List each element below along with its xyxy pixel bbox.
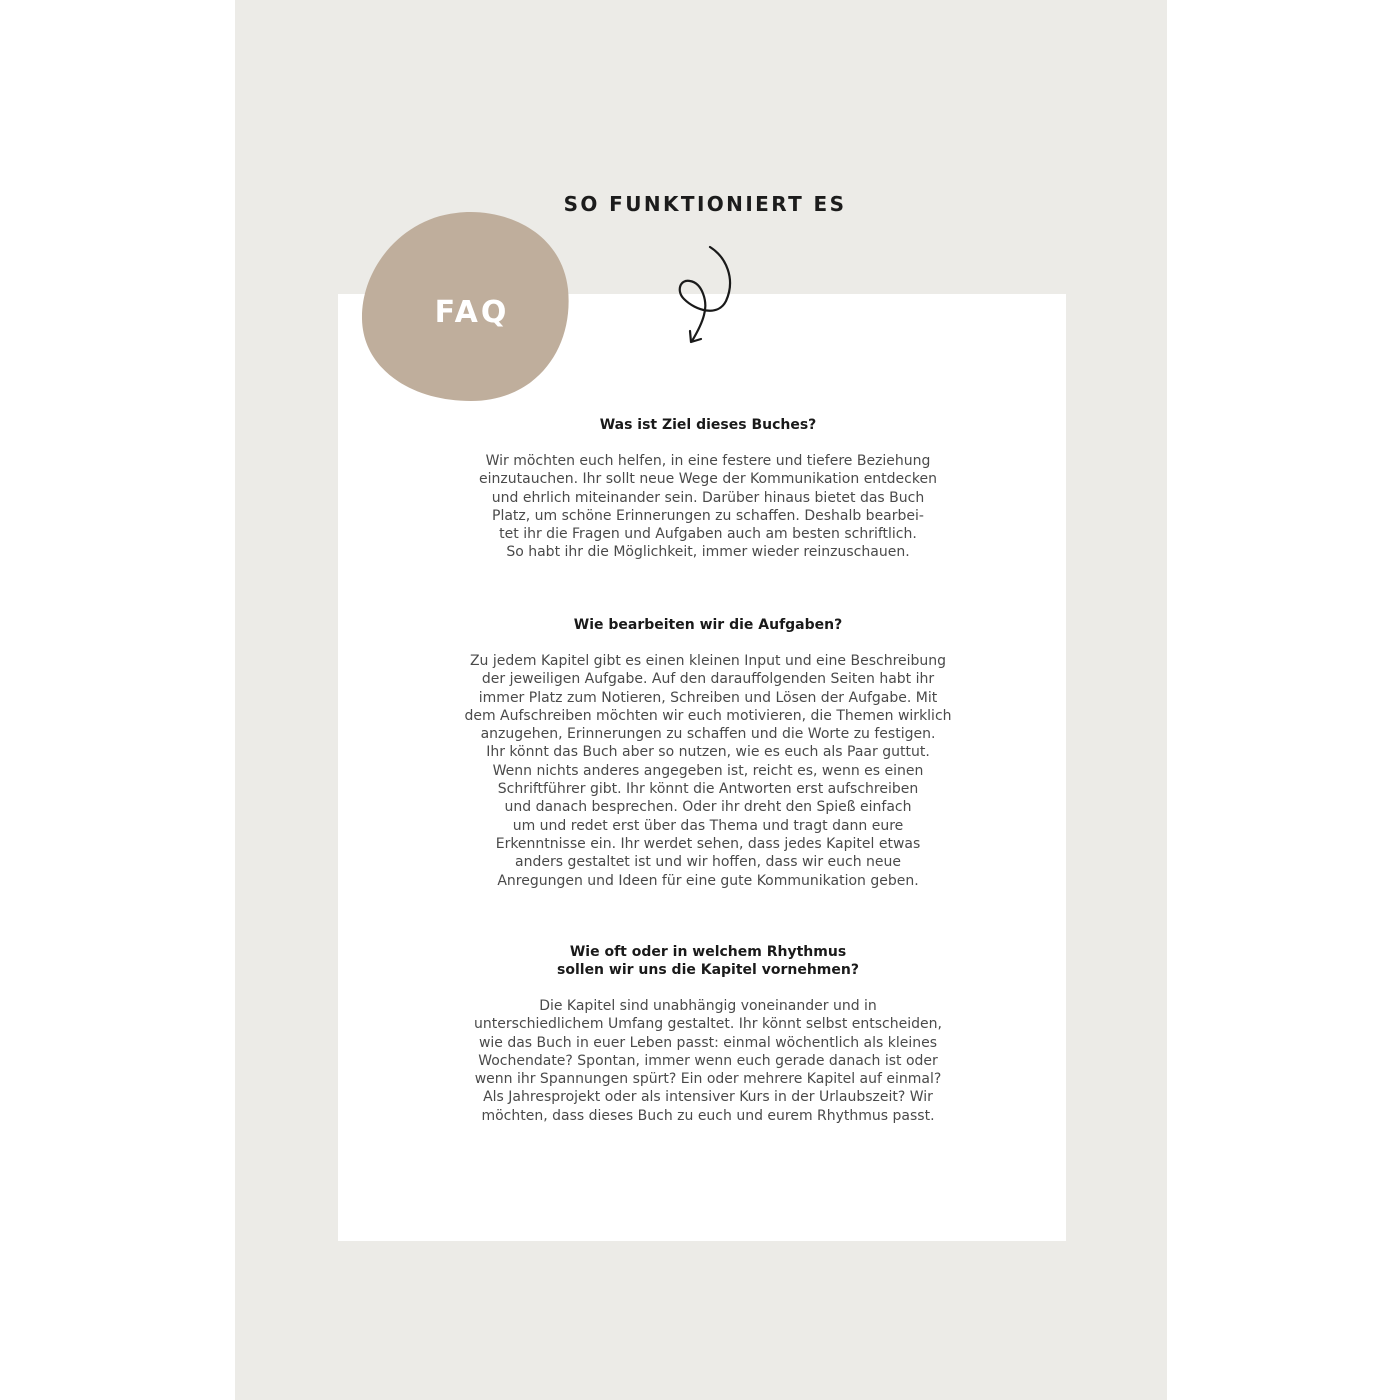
faq-answer-line: möchten, dass dieses Buch zu euch und eurem Rhythmus passt. <box>481 1107 935 1124</box>
faq-item-goal <box>440 416 976 562</box>
faq-answer-line: Anregungen und Ideen für eine gute Kommunikation geben. <box>497 872 919 889</box>
faq-answer-line: um und redet erst über das Thema und tragt dann eure <box>512 817 904 834</box>
faq-badge <box>361 209 571 402</box>
faq-answer-line: immer Platz zum Notieren, Schreiben und Lösen der Aufgabe. Mit <box>478 689 938 706</box>
faq-answer-line: wie das Buch in euer Leben passt: einmal wöchentlich als kleines <box>478 1034 938 1051</box>
faq-answer-line: dem Aufschreiben möchten wir euch motivieren, die Themen wirklich <box>464 707 952 724</box>
faq-answer-line: Als Jahresprojekt oder als intensiver Kurs in der Urlaubszeit? Wir <box>483 1089 933 1106</box>
faq-item-rhythm <box>440 943 976 1125</box>
faq-question <box>440 943 976 979</box>
faq-item-tasks <box>440 616 976 890</box>
faq-answer-line: wenn ihr Spannungen spürt? Ein oder mehrere Kapitel auf einmal? <box>474 1071 942 1088</box>
faq-answer-line: So habt ihr die Möglichkeit, immer wieder reinzuschauen. <box>506 544 910 561</box>
curly-arrow-down-icon <box>670 243 740 347</box>
faq-answer-line: tet ihr die Fragen und Aufgaben auch am besten schriftlich. <box>499 526 917 543</box>
faq-answer-line: und ehrlich miteinander sein. Darüber hinaus bietet das Buch <box>491 489 925 506</box>
faq-answer-line: Wochendate? Spontan, immer wenn euch gerade danach ist oder <box>478 1052 938 1069</box>
faq-answer <box>440 997 976 1125</box>
faq-answer-line: anzugehen, Erinnerungen zu schaffen und die Worte zu festigen. <box>480 726 936 743</box>
faq-answer-line: Die Kapitel sind unabhängig voneinander und in <box>539 998 877 1014</box>
faq-answer-line: anders gestaltet ist und wir hoffen, dass wir euch neue <box>515 854 901 871</box>
faq-answer-line: unterschiedlichem Umfang gestaltet. Ihr könnt selbst entscheiden, <box>474 1016 942 1033</box>
faq-question-line: Wie oft oder in welchem Rhythmus <box>569 944 847 960</box>
faq-question-line: Wie bearbeiten wir die Aufgaben? <box>573 617 843 633</box>
faq-question-line: Was ist Ziel dieses Buches? <box>599 417 817 433</box>
faq-answer-line: einzutauchen. Ihr sollt neue Wege der Kommunikation entdecken <box>479 471 937 488</box>
faq-answer-line: der jeweiligen Aufgabe. Auf den darauffolgenden Seiten habt ihr <box>481 671 935 688</box>
faq-question <box>440 616 976 634</box>
faq-answer-line: Schriftführer gibt. Ihr könnt die Antworten erst aufschreiben <box>497 781 919 798</box>
faq-answer-line: Wir möchten euch helfen, in eine festere und tiefere Beziehung <box>485 453 931 469</box>
faq-answer-line: Ihr könnt das Buch aber so nutzen, wie es euch als Paar guttut. <box>486 744 930 761</box>
faq-answer <box>440 452 976 562</box>
faq-answer-line: Zu jedem Kapitel gibt es einen kleinen Input und eine Beschreibung <box>469 653 947 669</box>
faq-answer-line: und danach besprechen. Oder ihr dreht den Spieß einfach <box>504 799 912 816</box>
faq-answer-line: Erkenntnisse ein. Ihr werdet sehen, dass jedes Kapitel etwas <box>495 835 921 852</box>
page-title: SO FUNKTIONIERT ES <box>563 192 847 216</box>
faq-answer-line: Wenn nichts anderes angegeben ist, reicht es, wenn es einen <box>492 762 924 779</box>
faq-answer <box>440 652 976 890</box>
faq-question-line: sollen wir uns die Kapitel vornehmen? <box>557 962 859 978</box>
faq-question <box>440 416 976 434</box>
faq-badge-label: FAQ <box>434 295 510 330</box>
faq-answer-line: Platz, um schöne Erinnerungen zu schaffen. Deshalb bearbei- <box>492 507 924 524</box>
